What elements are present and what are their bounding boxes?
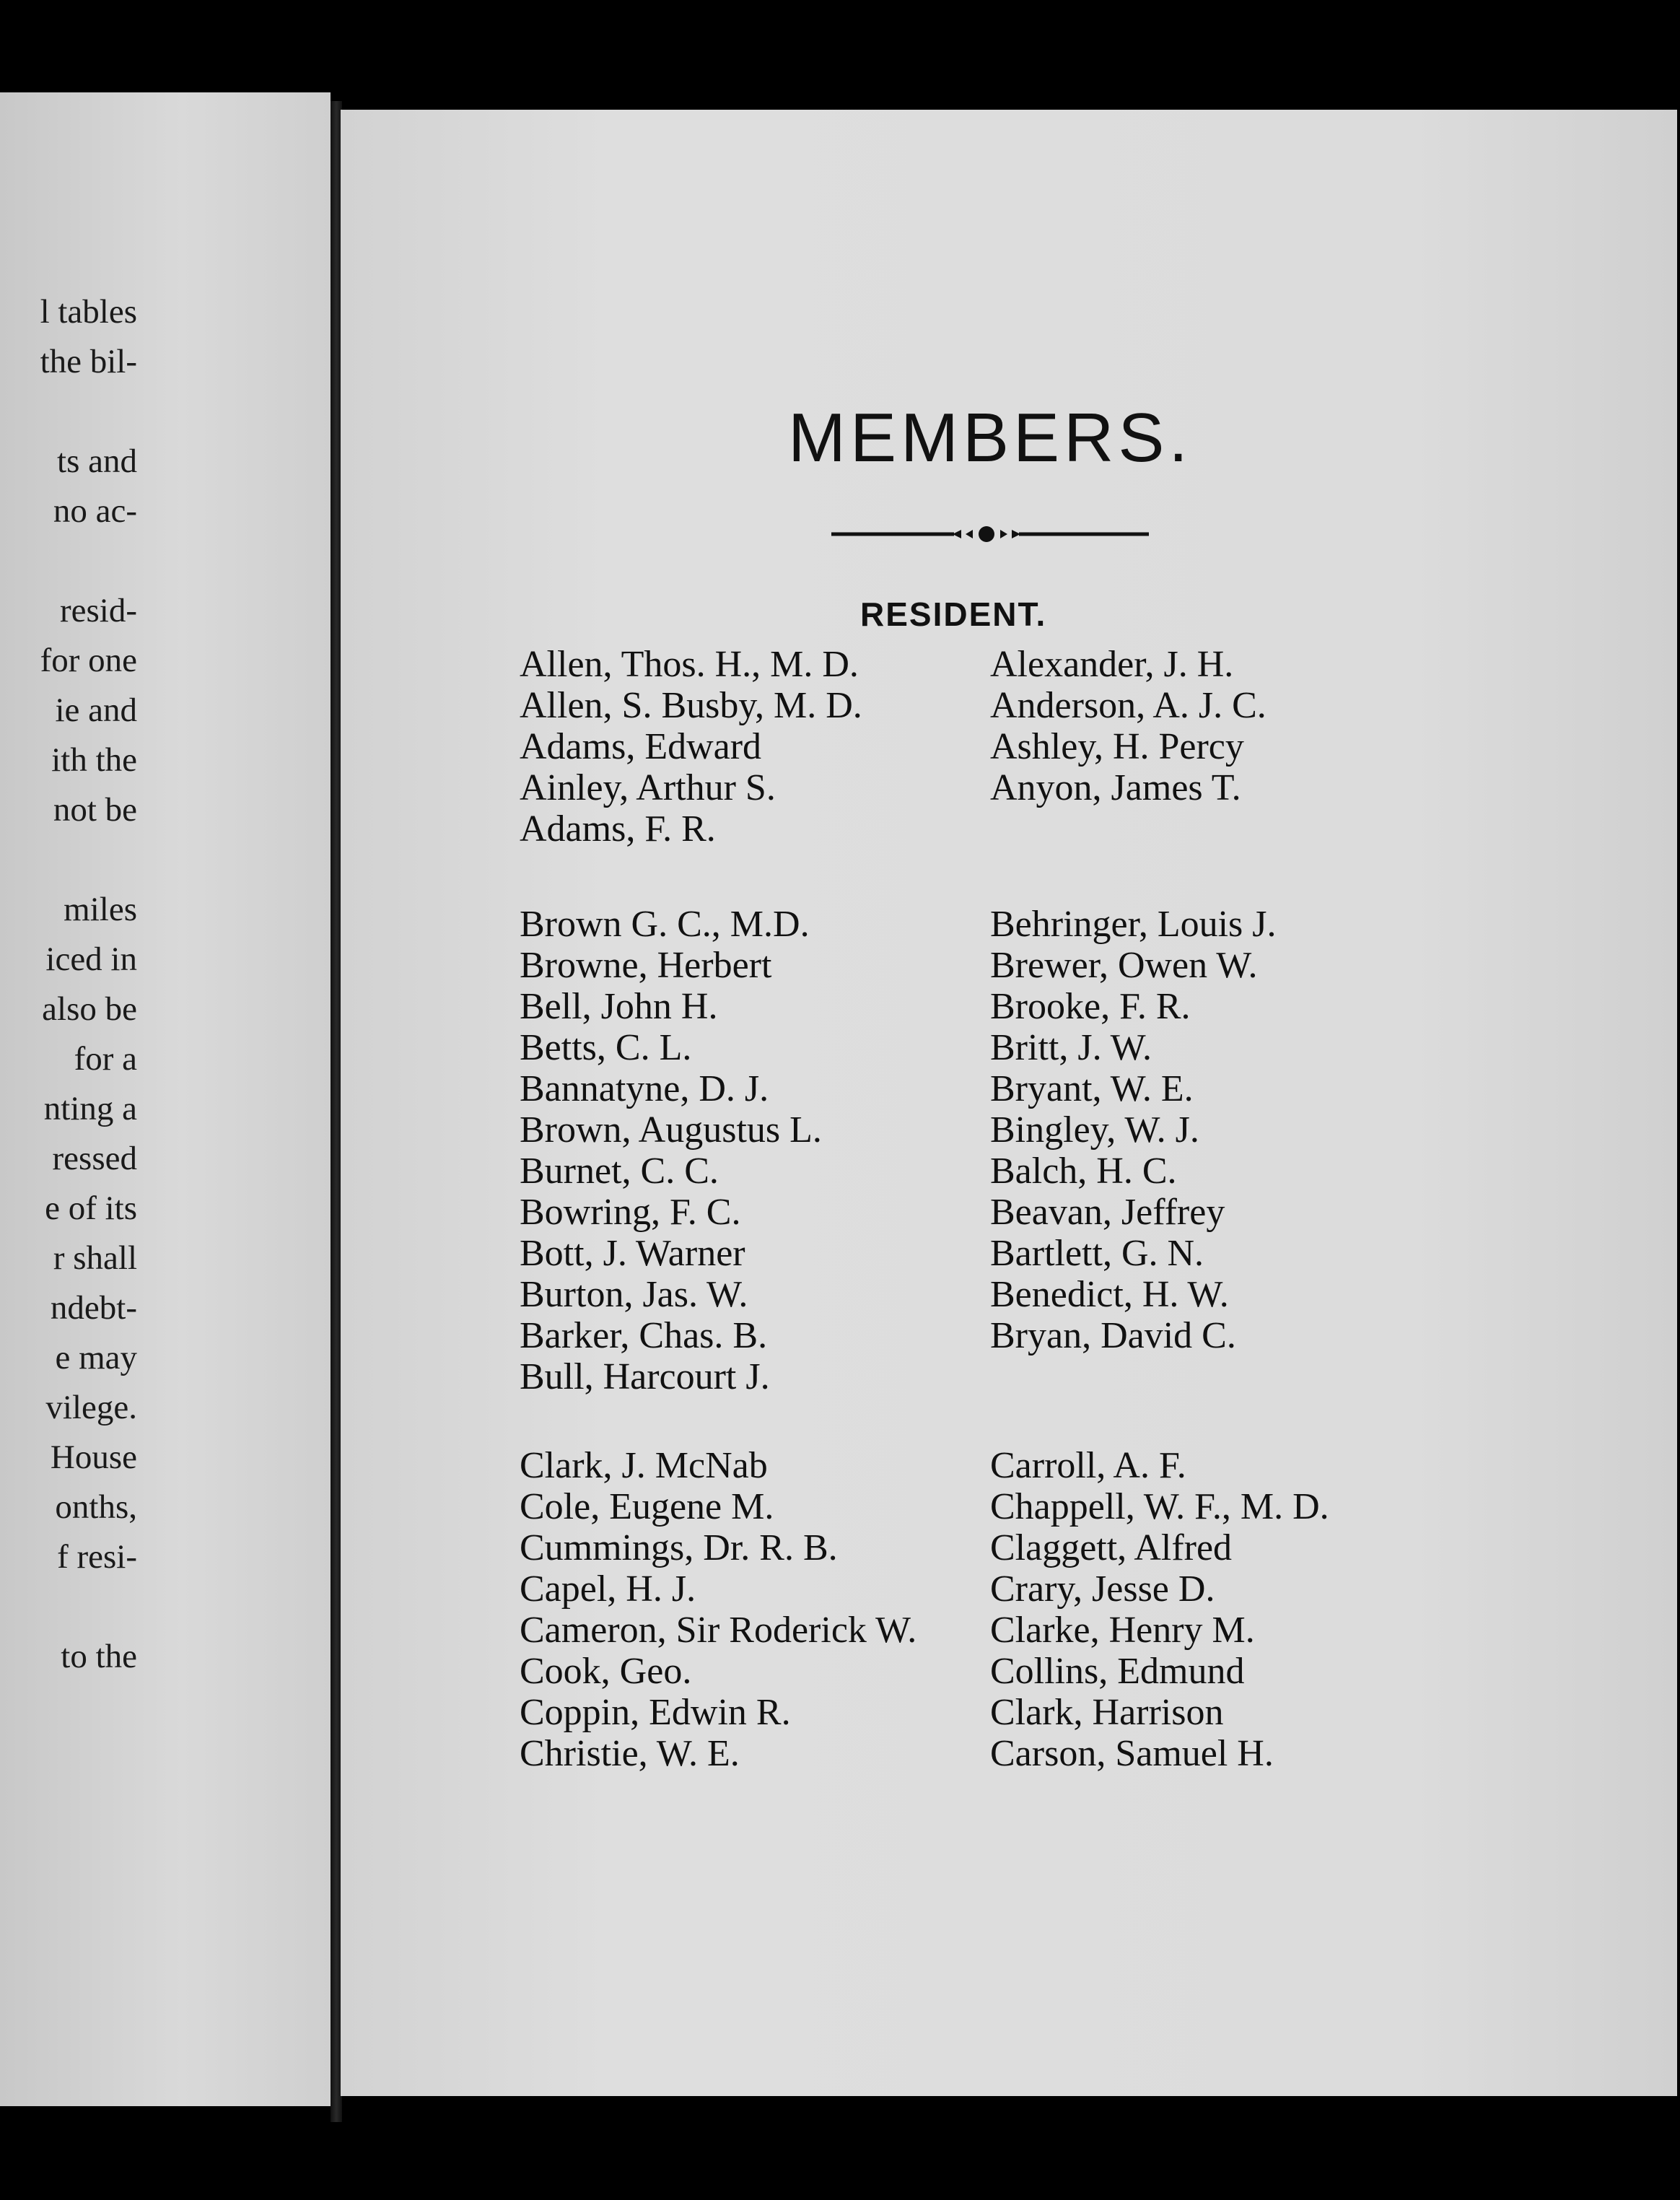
member-name: Chappell, W. F., M. D. xyxy=(990,1486,1329,1527)
member-name: Ainley, Arthur S. xyxy=(520,767,776,808)
member-name: Adams, Edward xyxy=(520,726,762,767)
member-name: Benedict, H. W. xyxy=(990,1274,1229,1315)
member-name: Coppin, Edwin R. xyxy=(520,1692,791,1733)
left-page-line: vilege. xyxy=(45,1389,137,1426)
member-name: Brewer, Owen W. xyxy=(990,945,1258,986)
left-page-line: House xyxy=(50,1439,137,1476)
member-name: Clarke, Henry M. xyxy=(990,1610,1255,1651)
member-name: Burton, Jas. W. xyxy=(520,1274,748,1315)
member-name: Bott, J. Warner xyxy=(520,1233,745,1274)
member-name: Behringer, Louis J. xyxy=(990,904,1277,945)
left-page-line: to the xyxy=(61,1638,137,1675)
member-name: Clark, J. McNab xyxy=(520,1445,768,1486)
member-name: Capel, H. J. xyxy=(520,1568,696,1610)
member-name: Alexander, J. H. xyxy=(990,644,1234,685)
left-page-line: ith the xyxy=(51,741,137,779)
member-name: Clark, Harrison xyxy=(990,1692,1224,1733)
member-name: Bull, Harcourt J. xyxy=(520,1356,770,1397)
member-name: Cameron, Sir Roderick W. xyxy=(520,1610,917,1651)
left-page-line: ts and xyxy=(57,442,137,480)
member-name: Bannatyne, D. J. xyxy=(520,1068,769,1109)
left-page-line: e of its xyxy=(45,1190,137,1227)
left-page-line: no ac- xyxy=(53,492,137,530)
member-name: Bell, John H. xyxy=(520,986,718,1027)
member-name: Beavan, Jeffrey xyxy=(990,1192,1225,1233)
member-name: Anyon, James T. xyxy=(990,767,1241,808)
member-name: Christie, W. E. xyxy=(520,1733,740,1774)
left-page-line: l tables xyxy=(40,293,137,331)
member-name: Bingley, W. J. xyxy=(990,1109,1199,1151)
member-name: Allen, S. Busby, M. D. xyxy=(520,685,862,726)
member-name: Crary, Jesse D. xyxy=(990,1568,1215,1610)
left-page-line: iced in xyxy=(45,940,137,978)
member-name: Brown, Augustus L. xyxy=(520,1109,822,1151)
member-name: Collins, Edmund xyxy=(990,1651,1245,1692)
member-name: Britt, J. W. xyxy=(990,1027,1152,1068)
left-page-line: miles xyxy=(64,891,137,928)
member-name: Carson, Samuel H. xyxy=(990,1733,1274,1774)
member-name: Cole, Eugene M. xyxy=(520,1486,774,1527)
member-name: Balch, H. C. xyxy=(990,1151,1177,1192)
left-page-line: also be xyxy=(42,990,137,1028)
member-name: Allen, Thos. H., M. D. xyxy=(520,644,859,685)
ornament-divider xyxy=(831,524,1149,544)
left-page-line: nting a xyxy=(43,1090,137,1127)
member-name: Burnet, C. C. xyxy=(520,1151,719,1192)
left-page-line: ndebt- xyxy=(50,1289,137,1327)
left-page-line: ressed xyxy=(52,1140,137,1177)
member-name: Barker, Chas. B. xyxy=(520,1315,768,1356)
left-page xyxy=(0,92,331,2106)
left-page-line: r shall xyxy=(53,1239,137,1277)
section-heading: RESIDENT. xyxy=(860,595,1047,633)
left-page-line: ie and xyxy=(55,691,137,729)
left-page-line: the bil- xyxy=(40,343,137,380)
left-page-line: resid- xyxy=(59,592,137,629)
right-page xyxy=(341,110,1677,2096)
member-name: Brown G. C., M.D. xyxy=(520,904,810,945)
member-name: Betts, C. L. xyxy=(520,1027,692,1068)
member-name: Bartlett, G. N. xyxy=(990,1233,1204,1274)
member-name: Cook, Geo. xyxy=(520,1651,692,1692)
member-name: Carroll, A. F. xyxy=(990,1445,1186,1486)
member-name: Ashley, H. Percy xyxy=(990,726,1244,767)
left-page-line: for a xyxy=(74,1040,137,1078)
member-name: Cummings, Dr. R. B. xyxy=(520,1527,838,1568)
member-name: Adams, F. R. xyxy=(520,808,716,850)
left-page-line: for one xyxy=(40,642,137,679)
member-name: Claggett, Alfred xyxy=(990,1527,1233,1568)
page-title: MEMBERS. xyxy=(788,399,1193,476)
member-name: Browne, Herbert xyxy=(520,945,772,986)
left-page-line: e may xyxy=(55,1339,137,1376)
left-page-line: onths, xyxy=(55,1488,137,1526)
left-page-line: not be xyxy=(53,791,137,829)
member-name: Bryant, W. E. xyxy=(990,1068,1194,1109)
left-page-line: f resi- xyxy=(57,1538,137,1576)
member-name: Bryan, David C. xyxy=(990,1315,1236,1356)
member-name: Brooke, F. R. xyxy=(990,986,1191,1027)
member-name: Bowring, F. C. xyxy=(520,1192,741,1233)
member-name: Anderson, A. J. C. xyxy=(990,685,1266,726)
